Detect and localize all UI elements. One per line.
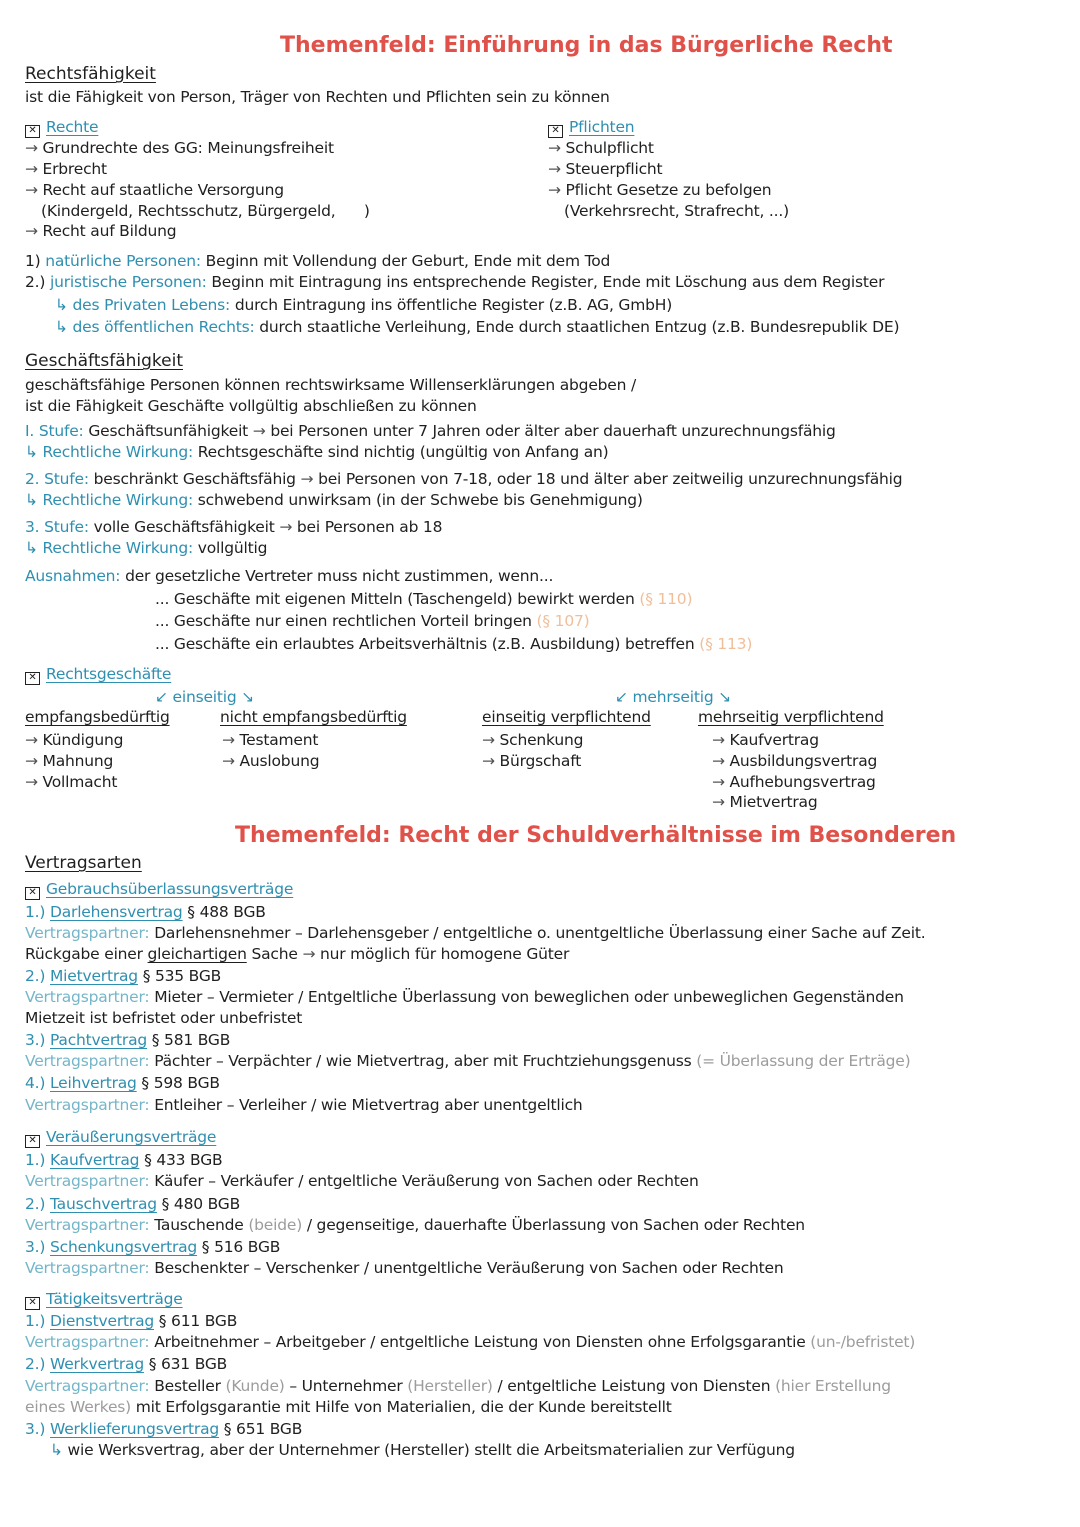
pflichten-heading: ✕ Pflichten: [548, 118, 634, 137]
list-item: (Kindergeld, Rechtsschutz, Bürgergeld, ): [41, 202, 370, 220]
vertrag-darlehen: 1.) Darlehensvertrag § 488 BGB: [25, 903, 266, 921]
stufe-2-wirkung: ↳ Rechtliche Wirkung: schwebend unwirksam (in der Schwebe bis Genehmigung): [25, 491, 643, 509]
vertrag-tausch-partner: Vertragspartner: Tauschende (beide) / gegenseitige, dauerhafte Überlassung von Sachen oder Rechten: [25, 1216, 805, 1234]
ausnahme-1: ... Geschäfte mit eigenen Mitteln (Taschengeld) bewirkt werden (§ 110): [155, 590, 693, 608]
ausnahme-2: ... Geschäfte nur einen rechtlichen Vorteil bringen (§ 107): [155, 612, 590, 630]
natuerliche-personen: 1) natürliche Personen: Beginn mit Vollendung der Geburt, Ende mit dem Tod: [25, 252, 611, 270]
col-empfangsbeduerftig: empfangsbedürftig: [25, 708, 170, 726]
juristische-oeffentlich: ↳ des öffentlichen Rechts: durch staatliche Verleihung, Ende durch staatlichen Entzug (z.B. Bundesrepublik DE): [55, 318, 900, 336]
mehrseitig-label: ↙ mehrseitig ↘: [615, 688, 732, 706]
vertrag-werk-partner: Vertragspartner: Besteller (Kunde) – Unternehmer (Hersteller) / entgeltliche Leistung von Diensten (hier Erstellung: [25, 1377, 891, 1395]
vertrag-werk: 2.) Werkvertrag § 631 BGB: [25, 1355, 228, 1373]
list-item: → Vollmacht: [25, 773, 118, 791]
section-heading-vertragsarten: Vertragsarten: [25, 853, 142, 873]
rechte-heading: ✕ Rechte: [25, 118, 98, 137]
checkbox-icon: ✕: [548, 125, 563, 138]
vertrag-leihe: 4.) Leihvertrag § 598 BGB: [25, 1074, 220, 1092]
einseitig-label: ↙ einseitig ↘: [155, 688, 255, 706]
stufe-1: I. Stufe: Geschäftsunfähigkeit → bei Personen unter 7 Jahren oder älter aber dauerhaft unzurechnungsfähig: [25, 422, 836, 440]
list-item: → Schulpflicht: [548, 139, 654, 157]
stufe-3-wirkung: ↳ Rechtliche Wirkung: vollgültig: [25, 539, 268, 557]
list-item: → Grundrechte des GG: Meinungsfreiheit: [25, 139, 334, 157]
list-item: → Schenkung: [482, 731, 584, 749]
checkbox-icon: ✕: [25, 1135, 40, 1148]
list-item: → Auslobung: [222, 752, 320, 770]
checkbox-icon: ✕: [25, 887, 40, 900]
section-heading-geschaeftsfaehigkeit: Geschäftsfähigkeit: [25, 351, 184, 371]
list-item: → Mietvertrag: [712, 793, 818, 811]
list-item: → Steuerpflicht: [548, 160, 663, 178]
taetigkeit-heading: ✕ Tätigkeitsverträge: [25, 1290, 183, 1309]
list-item: (Verkehrsrecht, Strafrecht, ...): [564, 202, 789, 220]
col-einseitig-verpflichtend: einseitig verpflichtend: [482, 708, 651, 726]
stufe-3: 3. Stufe: volle Geschäftsfähigkeit → bei Personen ab 18: [25, 518, 443, 536]
vertrag-darlehen-note: Rückgabe einer gleichartigen Sache → nur möglich für homogene Güter: [25, 945, 570, 963]
definition-line: ist die Fähigkeit Geschäfte vollgültig abschließen zu können: [25, 397, 477, 415]
list-item: → Kaufvertrag: [712, 731, 819, 749]
stufe-1-wirkung: ↳ Rechtliche Wirkung: Rechtsgeschäfte sind nichtig (ungültig von Anfang an): [25, 443, 609, 461]
vertrag-miete-note: Mietzeit ist befristet oder unbefristet: [25, 1009, 303, 1027]
vertrag-pacht-partner: Vertragspartner: Pächter – Verpächter / wie Mietvertrag, aber mit Fruchtziehungsgenuss (= Überlassung der Erträge): [25, 1052, 911, 1070]
vertrag-dienst-partner: Vertragspartner: Arbeitnehmer – Arbeitgeber / entgeltliche Leistung von Diensten ohne Erfolgsgarantie (un-/befristet): [25, 1333, 916, 1351]
vertrag-werk-note: eines Werkes) mit Erfolgsgarantie mit Hilfe von Materialien, die der Kunde bereitstellt: [25, 1398, 672, 1416]
vertrag-schenkung-partner: Vertragspartner: Beschenkter – Verschenker / unentgeltliche Veräußerung von Sachen oder Rechten: [25, 1259, 784, 1277]
definition-rechtsfaehigkeit: ist die Fähigkeit von Person, Träger von Rechten und Pflichten sein zu können: [25, 88, 610, 106]
list-item: → Kündigung: [25, 731, 124, 749]
list-item: → Recht auf Bildung: [25, 222, 177, 240]
checkbox-icon: ✕: [25, 672, 40, 685]
rechtsgeschaefte-heading: ✕ Rechtsgeschäfte: [25, 665, 171, 684]
vertrag-leihe-partner: Vertragspartner: Entleiher – Verleiher / wie Mietvertrag aber unentgeltlich: [25, 1096, 583, 1114]
gebrauch-heading: ✕ Gebrauchsüberlassungsverträge: [25, 880, 293, 899]
vertrag-darlehen-partner: Vertragspartner: Darlehensnehmer – Darlehensgeber / entgeltliche o. unentgeltliche Überlassung einer Sache auf Zeit.: [25, 924, 926, 942]
list-item: → Recht auf staatliche Versorgung: [25, 181, 284, 199]
vertrag-schenkung: 3.) Schenkungsvertrag § 516 BGB: [25, 1238, 281, 1256]
definition-line: geschäftsfähige Personen können rechtswirksame Willenserklärungen abgeben /: [25, 376, 637, 394]
list-item: → Mahnung: [25, 752, 114, 770]
list-item: → Ausbildungsvertrag: [712, 752, 878, 770]
stufe-2: 2. Stufe: beschränkt Geschäftsfähig → bei Personen von 7-18, oder 18 und älter aber zeitweilig unzurechnungsfähig: [25, 470, 903, 488]
list-item: → Testament: [222, 731, 319, 749]
vertrag-dienst: 1.) Dienstvertrag § 611 BGB: [25, 1312, 238, 1330]
list-item: → Erbrecht: [25, 160, 107, 178]
vertrag-kauf: 1.) Kaufvertrag § 433 BGB: [25, 1151, 223, 1169]
vertrag-kauf-partner: Vertragspartner: Käufer – Verkäufer / entgeltliche Veräußerung von Sachen oder Rechten: [25, 1172, 699, 1190]
vertrag-werklieferung: 3.) Werklieferungsvertrag § 651 BGB: [25, 1420, 303, 1438]
vertrag-tausch: 2.) Tauschvertrag § 480 BGB: [25, 1195, 241, 1213]
juristische-personen: 2.) juristische Personen: Beginn mit Eintragung ins entsprechende Register, Ende mit Löschung aus dem Register: [25, 273, 885, 291]
list-item: → Pflicht Gesetze zu befolgen: [548, 181, 772, 199]
page-title: Themenfeld: Einführung in das Bürgerliche Recht: [280, 33, 893, 58]
col-mehrseitig-verpflichtend: mehrseitig verpflichtend: [698, 708, 884, 726]
ausnahmen: Ausnahmen: der gesetzliche Vertreter muss nicht zustimmen, wenn...: [25, 567, 554, 585]
section-heading-rechtsfaehigkeit: Rechtsfähigkeit: [25, 64, 156, 84]
checkbox-icon: ✕: [25, 1297, 40, 1310]
vertrag-werklieferung-note: ↳ wie Werksvertrag, aber der Unternehmer (Hersteller) stellt die Arbeitsmaterialien zur Verfügung: [50, 1441, 795, 1459]
vertrag-miete-partner: Vertragspartner: Mieter – Vermieter / Entgeltliche Überlassung von beweglichen oder unbeweglichen Gegenständen: [25, 988, 904, 1006]
ausnahme-3: ... Geschäfte ein erlaubtes Arbeitsverhältnis (z.B. Ausbildung) betreffen (§ 113): [155, 635, 753, 653]
vertrag-miete: 2.) Mietvertrag § 535 BGB: [25, 967, 222, 985]
vertrag-pacht: 3.) Pachtvertrag § 581 BGB: [25, 1031, 231, 1049]
col-nicht-empfangsbeduerftig: nicht empfangsbedürftig: [220, 708, 407, 726]
page-title-2: Themenfeld: Recht der Schuldverhältnisse im Besonderen: [235, 823, 957, 848]
checkbox-icon: ✕: [25, 125, 40, 138]
juristische-privat: ↳ des Privaten Lebens: durch Eintragung ins öffentliche Register (z.B. AG, GmbH): [55, 296, 673, 314]
list-item: → Bürgschaft: [482, 752, 582, 770]
veraeusserung-heading: ✕ Veräußerungsverträge: [25, 1128, 216, 1147]
list-item: → Aufhebungsvertrag: [712, 773, 876, 791]
